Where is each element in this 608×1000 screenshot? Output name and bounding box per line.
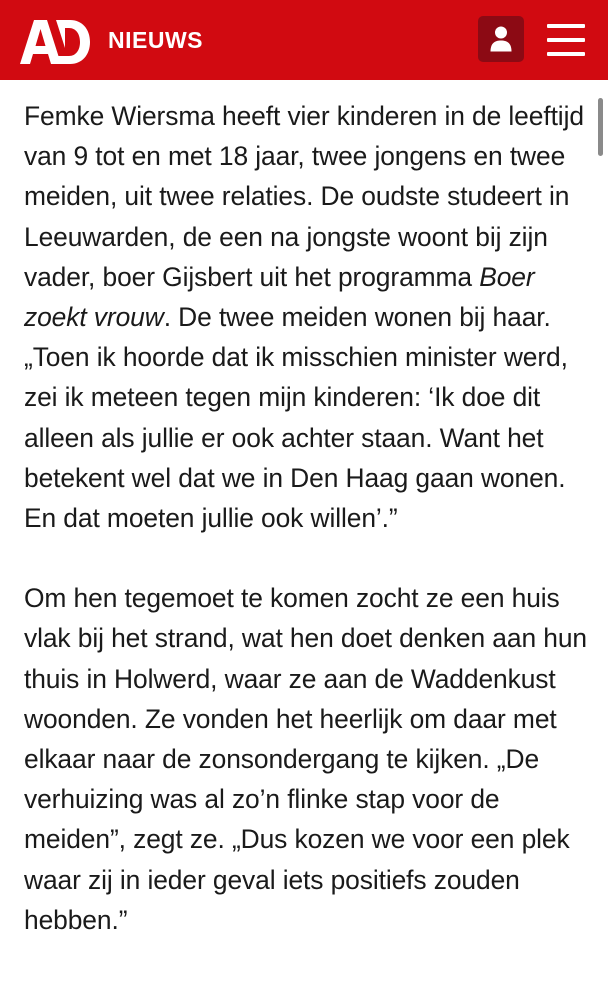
program-title: Boer zoekt vrouw (24, 261, 535, 333)
scrollbar[interactable] (598, 98, 603, 156)
ad-logo[interactable] (20, 18, 90, 64)
user-icon (490, 26, 512, 52)
paragraph-text: . De twee meiden wonen bij haar. „Toen ik hoorde dat ik misschien minister werd, zei ik meteen tegen mijn kinderen: ‘Ik doe dit alleen als jullie er ook achter staan. Want het betekent wel dat we in Den Haag gaan wonen. En dat moeten jullie ook willen’.” (24, 302, 568, 534)
paragraph-text: Femke Wiersma heeft vier kinderen in de leeftijd van 9 tot en met 18 jaar, twee jongens en twee meiden, uit twee relaties. De oudste studeert in Leeuwarden, de een na jongste woont bij zijn vader, boer Gijsbert uit het programma (24, 101, 584, 292)
article-paragraph: Om hen tegemoet te komen zocht ze een huis vlak bij het strand, wat hen doet denken aan hun thuis in Holwerd, waar ze aan de Waddenkust woonden. Ze vonden het heerlijk om daar met elkaar naar de zonsondergang te kijken. „De verhuizing was al zo’n flinke stap voor de meiden”, zegt ze. „Dus kozen we voor een plek waar zij in ieder geval iets positiefs zouden hebben.” (24, 583, 587, 935)
menu-button[interactable] (544, 18, 588, 62)
hamburger-menu-icon (547, 24, 585, 28)
article-body (24, 96, 594, 940)
top-header (0, 0, 608, 80)
article-paragraph (24, 96, 594, 538)
account-button[interactable] (478, 16, 524, 62)
section-label[interactable]: NIEUWS (108, 27, 203, 53)
